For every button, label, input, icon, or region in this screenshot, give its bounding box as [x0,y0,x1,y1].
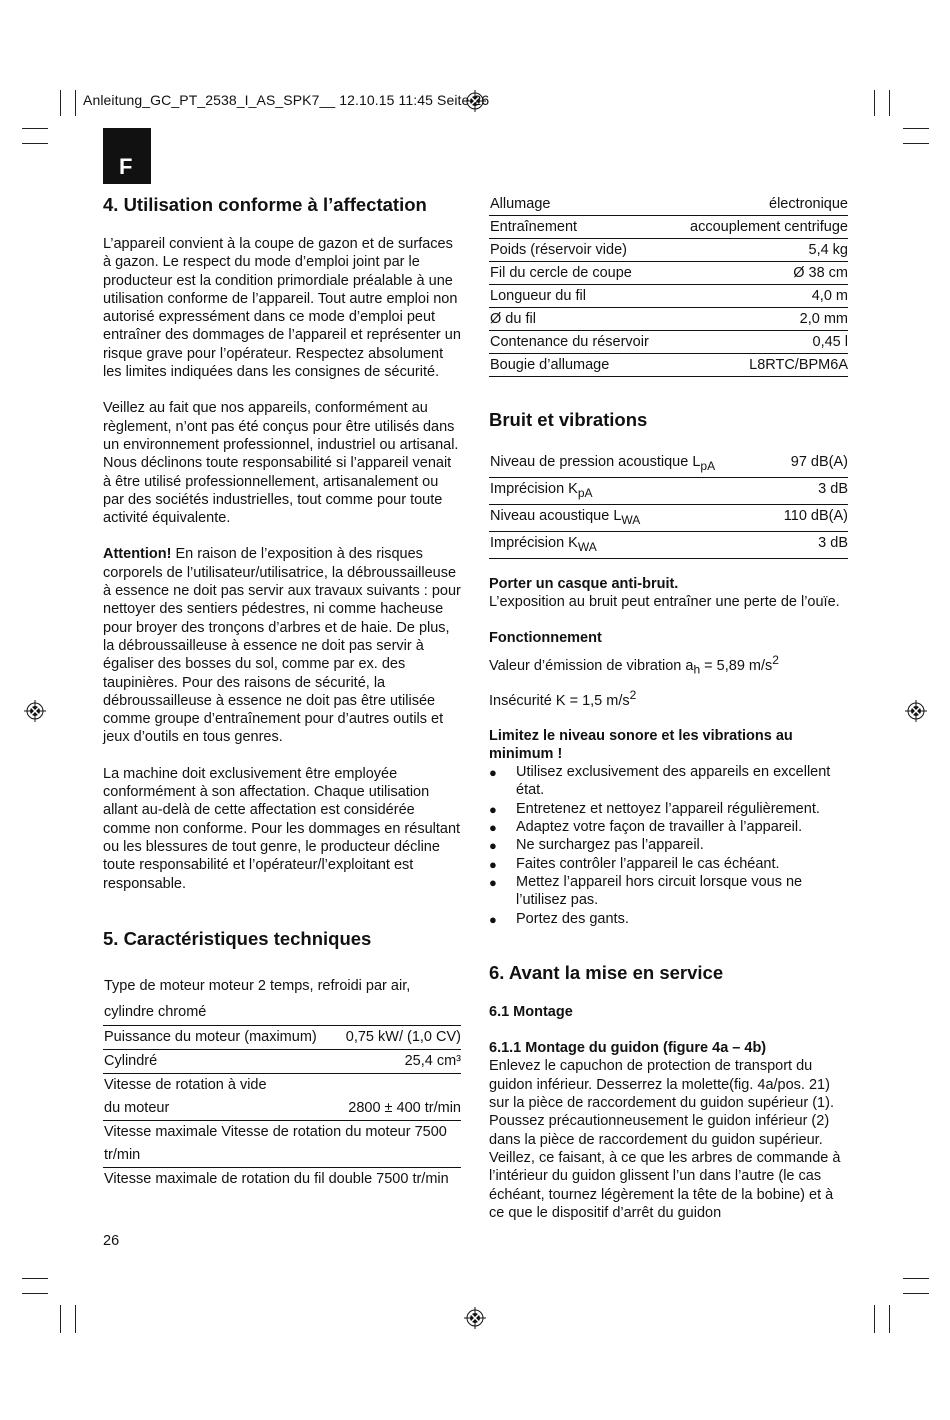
registration-mark-icon [24,700,46,722]
list-item: ● Utilisez exclusivement des appareils en excellent état. [489,763,848,800]
spec-value: 4,0 m [669,285,848,308]
spec-label: Poids (réservoir vide) [489,239,669,262]
spec-row [489,193,848,216]
list-item: ● Adaptez votre façon de travailler à l’appareil. [489,818,848,836]
spec-row [489,331,848,354]
crop-mark [889,90,890,116]
noise-row [489,531,848,558]
spec-label: Fil du cercle de coupe [489,262,669,285]
noise-label-sub: pA [577,485,593,500]
print-file-header: Anleitung_GC_PT_2538_I_AS_SPK7__ 12.10.15 11:45 Seite 26 [83,92,490,108]
spec-value: 5,4 kg [669,239,848,262]
spec-label: Bougie d’allumage [489,354,669,377]
list-item: ● Mettez l’appareil hors circuit lorsque vous ne l’utilisez pas. [489,873,848,910]
section-4-paragraph-3 [103,545,461,746]
spec-value: 0,75 kW/ (1,0 CV) [335,1025,461,1049]
crop-mark [874,1305,875,1333]
vibration-value [489,651,848,679]
spec-label: Longueur du fil [489,285,669,308]
spec-value: électronique [669,193,848,216]
section-5-title: 5. Caractéristiques techniques [103,927,372,949]
crop-mark [903,128,929,129]
noise-label-sub: pA [700,458,716,473]
crop-mark [903,143,929,144]
section-6-title: 6. Avant la mise en service [489,961,724,983]
idle-speed-label-2: du moteur [103,1097,335,1121]
spec-value: L8RTC/BPM6A [669,354,848,377]
noise-value: 3 dB [768,477,848,504]
section-6-1-1-title: 6.1.1 Montage du guidon (figure 4a – 4b) [489,1040,767,1057]
crop-mark [22,1278,48,1279]
noise-row [489,504,848,531]
right-column [489,193,848,1222]
function-title: Fonctionnement [489,630,602,647]
motor-type-line-1: Type de moteur moteur 2 temps, refroidi par air, [104,977,411,994]
noise-label-text: Imprécision K [490,480,578,497]
crop-mark [75,1305,76,1333]
spec-value: accouplement centrifuge [669,216,848,239]
spec-label: Entraînement [489,216,669,239]
max-speed-line-1: Vitesse maximale Vitesse de rotation du moteur 7500 [104,1123,447,1140]
vibration-sup: 2 [772,653,779,668]
noise-label-text: Imprécision K [490,534,578,551]
uncertainty-value [489,686,848,710]
spec-row [489,216,848,239]
section-6-1-title: 6.1 Montage [489,1003,573,1020]
noise-table [489,451,848,559]
noise-label [489,477,768,504]
crop-mark [874,90,875,116]
crop-mark [22,128,48,129]
crop-mark [889,1305,890,1333]
list-item: ● Ne surchargez pas l’appareil. [489,836,848,854]
spec-value: 0,45 l [669,331,848,354]
noise-label [489,451,768,477]
spec-label: Puissance du moteur (maximum) [103,1025,335,1049]
crop-mark [903,1293,929,1294]
left-column [103,194,461,1191]
idle-speed-label-1: Vitesse de rotation à vide [104,1076,267,1093]
noise-value: 3 dB [768,531,848,558]
noise-label-sub: WA [577,539,597,554]
spec-row [489,285,848,308]
attention-text: En raison de l’exposition à des risques corporels de l’utilisateur/utilisatrice, la débroussailleuse à essence ne doit pas servir aux travaux suivants : pour nettoyer des sentiers pédestres, ni comme hacheuse pour broyer des tronçons d’arbres et de haie. De plus, la débroussailleuse à essence ne doit pas servir à égaliser des bosses du sol, comme par ex. des taupinières. Pour des raisons de sécurité, la débroussailleuse à essence ne doit pas être utilisée comme groupe d’entraînement pour d’autres outils et jeux d’outils en tous genres. [103,546,461,746]
vibration-label: Valeur d’émission de vibration a [489,658,694,675]
noise-row [489,451,848,477]
crop-mark [22,1293,48,1294]
noise-label [489,531,768,558]
crop-mark [903,1278,929,1279]
crop-mark [60,1305,61,1333]
noise-label-text: Niveau de pression acoustique L [490,454,701,470]
registration-mark-icon [464,1307,486,1329]
ear-protection-title: Porter un casque anti-bruit. [489,575,679,592]
noise-title: Bruit et vibrations [489,409,648,430]
list-item: ● Portez des gants. [489,910,848,928]
spec-value: 2,0 mm [669,308,848,331]
noise-label-text: Niveau acoustique L [490,507,622,524]
noise-label-sub: WA [621,512,641,527]
noise-row [489,477,848,504]
section-6-text: Enlevez le capuchon de protection de transport du guidon inférieur. Desserrez la molette(fig. 4a/pos. 21) sur la pièce de raccordement du guidon supérieur (1). Poussez précautionneusement le guidon inférieur (2) dans la pièce de raccordement du guidon supérieur. Veillez, ce faisant, à ce que les arbres de commande à l’intérieur du guidon glissent l’un dans l’autre (le cas échéant, tournez légèrement la tête de la bobine) et à ce que le dispositif d’arrêt du guidon [489,1058,841,1221]
spec-row [489,354,848,377]
spec-value: Ø 38 cm [669,262,848,285]
spec-label: Ø du fil [489,308,669,331]
spec-row [103,1025,461,1049]
limit-list [489,763,848,928]
vibration-sub: h [693,663,701,678]
attention-label: Attention! [103,546,172,563]
crop-mark [22,143,48,144]
spec-label: Allumage [489,193,669,216]
list-item: ● Entretenez et nettoyez l’appareil régulièrement. [489,800,848,818]
crop-mark [60,90,61,116]
noise-value: 97 dB(A) [768,451,848,477]
section-4-title: 4. Utilisation conforme à l’affectation [103,194,427,215]
spec-row [489,308,848,331]
spec-label: Cylindré [103,1049,335,1073]
list-item: ● Faites contrôler l’appareil le cas échéant. [489,855,848,873]
spec-row [489,262,848,285]
noise-value: 110 dB(A) [768,504,848,531]
motor-type-line-2: cylindre chromé [103,999,461,1026]
spec-label: Contenance du réservoir [489,331,669,354]
vibration-number: = 5,89 m/s [700,658,773,675]
section-4-paragraph-1: L’appareil convient à la coupe de gazon et de surfaces à gazon. Le respect du mode d’emploi joint par le producteur est la condition primordiale préalable à une utilisation conforme de l’appareil. Tout autre emploi non autorisé expressément dans ce mode d’emploi peut entraîner des dommages de l’appareil et représenter un risque grave pour l’opérateur. Respectez absolument les limites indiquées dans les consignes de sécurité. [103,236,461,381]
crop-mark [75,90,76,116]
max-speed-line-2: tr/min [103,1144,461,1168]
noise-label [489,504,768,531]
tech-spec-table-left [103,973,461,1191]
line-speed: Vitesse maximale de rotation du fil double 7500 tr/min [104,1170,449,1187]
language-badge: F [103,128,151,184]
idle-speed-value: 2800 ± 400 tr/min [335,1097,461,1121]
limit-title: Limitez le niveau sonore et les vibrations au minimum ! [489,727,793,762]
section-4-paragraph-2: Veillez au fait que nos appareils, conformément au règlement, n’ont pas été conçus pour être utilisés dans un environnement professionnel, industriel ou artisanal. Nous déclinons toute responsabilité si l’appareil venait à être utilisé professionnellement, artisanalement ou par des sociétés industrielles, tout comme pour toute activité équivalente. [103,400,459,527]
spec-value: 25,4 cm³ [335,1049,461,1073]
uncertainty-sup: 2 [629,688,637,703]
spec-row [103,1049,461,1073]
tech-spec-table-right [489,193,848,377]
section-4-paragraph-4: La machine doit exclusivement être employée conformément à son affectation. Chaque utilisation allant au-delà de cette affectation est considérée comme non conforme. Pour les dommages en résultant ou les blessures de tout genre, le producteur décline toute responsabilité et l’opérateur/l’exploitant est responsable. [103,765,461,892]
spec-row [489,239,848,262]
uncertainty-label: Insécurité K = 1,5 m/s [489,693,630,710]
ear-protection-text: L’exposition au bruit peut entraîner une perte de l’ouïe. [489,593,840,610]
registration-mark-icon [905,700,927,722]
page-number: 26 [103,1233,120,1249]
